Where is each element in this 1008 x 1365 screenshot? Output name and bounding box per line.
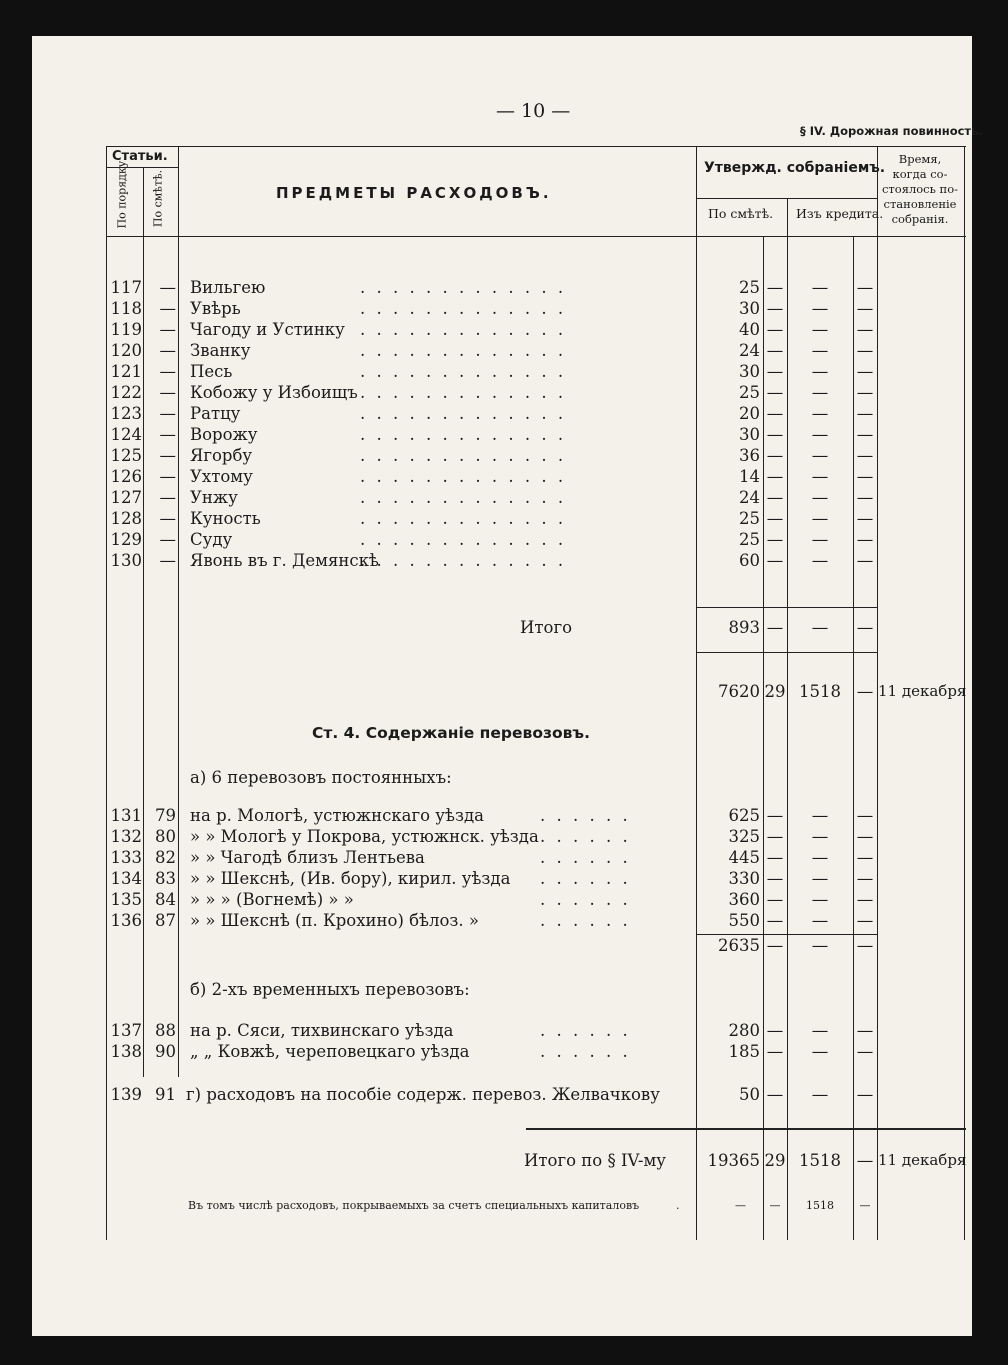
row-credit: —: [811, 299, 829, 318]
row-credit: —: [811, 362, 829, 381]
row-smeta: —: [159, 341, 176, 360]
row-number: 133: [110, 848, 142, 867]
table-row: [0, 529, 1008, 550]
leader-dots: . . . . . .: [540, 911, 631, 930]
header-po-smete: По смѣтѣ.: [708, 206, 774, 221]
row-kopeks: —: [766, 530, 784, 549]
row-credit-kop: —: [856, 869, 874, 888]
header-statyi: Статьи.: [112, 149, 168, 164]
row-credit: —: [811, 1021, 829, 1040]
leader-dots: . . . . . .: [540, 869, 631, 888]
row-name: Песь: [190, 362, 233, 381]
table-row: [0, 319, 1008, 340]
row-smeta: —: [159, 530, 176, 549]
row-name: на р. Мологѣ, устюжнскаго уѣзда: [190, 806, 484, 825]
itogo-final-row: Итого по § IV-му 19365 29 1518 — 11 декабря: [524, 1151, 967, 1170]
row-name: на р. Сяси, тихвинскаго уѣзда: [190, 1021, 454, 1040]
table-row: [0, 826, 1008, 847]
row-credit: —: [811, 509, 829, 528]
row-credit-kop: —: [856, 425, 874, 444]
row-amount: 30: [739, 425, 760, 444]
row-amount: 325: [728, 827, 760, 846]
leader-dots: . . . . . .: [540, 848, 631, 867]
row-amount: 360: [728, 890, 760, 909]
table-row: [0, 466, 1008, 487]
row-number: 134: [110, 869, 142, 888]
table-row: [0, 340, 1008, 361]
row-credit-kop: —: [856, 848, 874, 867]
row-kopeks: —: [766, 446, 784, 465]
row-kopeks: —: [766, 1021, 784, 1040]
row-smeta: —: [159, 320, 176, 339]
table-row: [0, 277, 1008, 298]
row-credit-kop: —: [856, 509, 874, 528]
st4-title: Ст. 4. Содержаніе перевозовъ.: [312, 724, 590, 742]
row-name: Ягорбу: [190, 446, 253, 465]
leader-dots: . . . . . .: [540, 1042, 631, 1061]
row-amount: 20: [739, 404, 760, 423]
row-kopeks: —: [766, 467, 784, 486]
row-credit: —: [811, 827, 829, 846]
row-number: 137: [110, 1021, 142, 1040]
table-row: [0, 298, 1008, 319]
leader-dots: . . . . . . . . . . . . .: [360, 299, 567, 318]
row-credit: —: [811, 488, 829, 507]
row-kopeks: —: [766, 341, 784, 360]
row-name: Чагоду и Устинку: [190, 320, 345, 339]
table-row: [0, 382, 1008, 403]
row-smeta: 82: [155, 848, 176, 867]
total-row-1: 7620 29 1518 — 11 декабря: [718, 682, 967, 701]
row-smeta: 84: [155, 890, 176, 909]
row-credit-kop: —: [856, 362, 874, 381]
row-amount: 25: [739, 509, 760, 528]
row-amount: 60: [739, 551, 760, 570]
row-amount: 185: [728, 1042, 760, 1061]
header-po-poryadku: По порядку.: [115, 157, 129, 229]
row-smeta: —: [159, 509, 176, 528]
row-smeta: 79: [155, 806, 176, 825]
row-kopeks: —: [766, 425, 784, 444]
row-credit: —: [811, 446, 829, 465]
table-row: [0, 1041, 1008, 1062]
page-number: — 10 —: [496, 100, 571, 122]
row-kopeks: —: [766, 404, 784, 423]
leader-dots: . . . . . .: [540, 827, 631, 846]
table-row: [0, 1020, 1008, 1041]
row-kopeks: —: [766, 278, 784, 297]
row-name: Унжу: [190, 488, 238, 507]
row-smeta: 80: [155, 827, 176, 846]
row-credit: —: [811, 467, 829, 486]
row-smeta: —: [159, 383, 176, 402]
row-number: 138: [110, 1042, 142, 1061]
leader-dots: . . . . . . . . . . . . .: [360, 551, 567, 570]
row-smeta: —: [159, 488, 176, 507]
row-smeta: —: [159, 551, 176, 570]
leader-dots: . . . . . . . . . . . . .: [360, 425, 567, 444]
leader-dots: . . . . . . . . . . . . .: [360, 320, 567, 339]
leader-dots: . . . . . .: [540, 890, 631, 909]
row-smeta: —: [159, 299, 176, 318]
row-kopeks: —: [766, 362, 784, 381]
row-amount: 625: [728, 806, 760, 825]
row-credit: —: [811, 320, 829, 339]
header-predmety: ПРЕДМЕТЫ РАСХОДОВЪ.: [276, 184, 552, 202]
row-number: 118: [110, 299, 142, 318]
row-kopeks: —: [766, 890, 784, 909]
row-name: » » Шекснѣ (п. Крохино) бѣлоз. »: [190, 911, 480, 930]
header-utverzhd: Утвержд. собраніемъ.: [704, 160, 886, 176]
table-row: [0, 487, 1008, 508]
row-number: 129: [110, 530, 142, 549]
row-amount: 445: [728, 848, 760, 867]
row-amount: 24: [739, 341, 760, 360]
row-number: 117: [110, 278, 142, 297]
row-kopeks: —: [766, 551, 784, 570]
table-row: [0, 361, 1008, 382]
leader-dots: . . . . . . . . . . . . .: [360, 467, 567, 486]
section-title: § IV. Дорожная повинность.: [800, 124, 983, 138]
row-number: 136: [110, 911, 142, 930]
row-kopeks: —: [766, 827, 784, 846]
row-name: Ухтому: [190, 467, 253, 486]
row-credit-kop: —: [856, 1042, 874, 1061]
leader-dots: . . . . . . . . . . . . .: [360, 509, 567, 528]
row-credit-kop: —: [856, 890, 874, 909]
row-number: 126: [110, 467, 142, 486]
row-name: » » » (Вогнемѣ) » »: [190, 890, 354, 909]
row-credit: —: [811, 551, 829, 570]
table-row: [0, 889, 1008, 910]
row-credit: —: [811, 806, 829, 825]
row-name: Ворожу: [190, 425, 258, 444]
subheading-b: б) 2-хъ временныхъ перевозовъ:: [190, 980, 470, 999]
row-smeta: 88: [155, 1021, 176, 1040]
row-name: » » Шекснѣ, (Ив. бору), кирил. уѣзда: [190, 869, 511, 888]
row-kopeks: —: [766, 911, 784, 930]
leader-dots: . . . . . . . . . . . . .: [360, 341, 567, 360]
row-name: Куность: [190, 509, 261, 528]
row-number: 127: [110, 488, 142, 507]
row-smeta: 83: [155, 869, 176, 888]
row-name: Суду: [190, 530, 233, 549]
leader-dots: . . . . . . . . . . . . .: [360, 383, 567, 402]
row-amount: 14: [739, 467, 760, 486]
row-number: 125: [110, 446, 142, 465]
row-name: » » Мологѣ у Покрова, устюжнск. уѣзда: [190, 827, 539, 846]
row-number: 135: [110, 890, 142, 909]
row-credit: —: [811, 890, 829, 909]
row-kopeks: —: [766, 509, 784, 528]
row-credit-kop: —: [856, 446, 874, 465]
table-row: [0, 847, 1008, 868]
row-credit-kop: —: [856, 806, 874, 825]
row-kopeks: —: [766, 806, 784, 825]
row-number: 122: [110, 383, 142, 402]
row-credit: —: [811, 530, 829, 549]
row-kopeks: —: [766, 848, 784, 867]
leader-dots: . . . . . . . . . . . . .: [360, 446, 567, 465]
row-number: 132: [110, 827, 142, 846]
row-credit: —: [811, 848, 829, 867]
row-smeta: —: [159, 278, 176, 297]
row-name: Кобожу у Избоищъ: [190, 383, 358, 402]
table-row: [0, 805, 1008, 826]
row-smeta: —: [159, 404, 176, 423]
row-amount: 25: [739, 383, 760, 402]
row-credit-kop: —: [856, 530, 874, 549]
row-number: 123: [110, 404, 142, 423]
row-name: Увѣрь: [190, 299, 241, 318]
row-number: 119: [110, 320, 142, 339]
row-name: » » Чагодѣ близъ Лентьева: [190, 848, 425, 867]
row-amount: 280: [728, 1021, 760, 1040]
row-amount: 40: [739, 320, 760, 339]
footnote-row: Въ томъ числѣ расходовъ, покрываемыхъ за счетъ специальныхъ капиталовъ . — — 1518 —: [188, 1199, 871, 1212]
row-credit-kop: —: [856, 320, 874, 339]
row-credit-kop: —: [856, 278, 874, 297]
leader-dots: . . . . . . . . . . . . .: [360, 488, 567, 507]
header-vremya: Время, когда со- стоялось по- становленіе собранія.: [881, 152, 959, 226]
row-smeta: 87: [155, 911, 176, 930]
row-credit-kop: —: [856, 551, 874, 570]
row-smeta: —: [159, 467, 176, 486]
row-kopeks: —: [766, 1042, 784, 1061]
row-number: 120: [110, 341, 142, 360]
sum-row-b: 2635 — — —: [718, 936, 874, 955]
row-amount: 30: [739, 362, 760, 381]
row-smeta: —: [159, 362, 176, 381]
row-smeta: 90: [155, 1042, 176, 1061]
row-amount: 30: [739, 299, 760, 318]
row-kopeks: —: [766, 383, 784, 402]
row-amount: 550: [728, 911, 760, 930]
row-credit-kop: —: [856, 383, 874, 402]
leader-dots: . . . . . .: [540, 1021, 631, 1040]
leader-dots: . . . . . . . . . . . . .: [360, 362, 567, 381]
row-smeta: —: [159, 446, 176, 465]
row-amount: 25: [739, 530, 760, 549]
row-number: 128: [110, 509, 142, 528]
leader-dots: . . . . . . . . . . . . .: [360, 404, 567, 423]
row-credit: —: [811, 383, 829, 402]
row-credit: —: [811, 278, 829, 297]
header-iz-kredita: Изъ кредита.: [796, 206, 884, 221]
itogo-row-1: Итого 893 — — —: [520, 618, 874, 637]
row-name: Явонь въ г. Демянскѣ: [190, 551, 379, 570]
table-row: [0, 403, 1008, 424]
header-po-smete-col: По смѣтѣ.: [151, 169, 165, 228]
row-credit: —: [811, 341, 829, 360]
row-credit-kop: —: [856, 488, 874, 507]
row-number: 121: [110, 362, 142, 381]
row-name: Званку: [190, 341, 251, 360]
table-row: [0, 550, 1008, 571]
subheading-a: а) 6 перевозовъ постоянныхъ:: [190, 768, 452, 787]
row-credit-kop: —: [856, 404, 874, 423]
leader-dots: . . . . . .: [540, 806, 631, 825]
row-name: Ратцу: [190, 404, 241, 423]
row-139: 139 91 г) расходовъ на пособіе содерж. перевоз. Желвачкову 50 — — —: [110, 1085, 874, 1104]
row-kopeks: —: [766, 869, 784, 888]
table-row: [0, 868, 1008, 889]
row-amount: 330: [728, 869, 760, 888]
row-amount: 36: [739, 446, 760, 465]
row-credit-kop: —: [856, 467, 874, 486]
row-name: „ „ Ковжѣ, череповецкаго уѣзда: [190, 1042, 470, 1061]
row-credit: —: [811, 1042, 829, 1061]
row-credit-kop: —: [856, 911, 874, 930]
table-row: [0, 508, 1008, 529]
table-row: [0, 424, 1008, 445]
row-number: 124: [110, 425, 142, 444]
row-kopeks: —: [766, 320, 784, 339]
row-credit-kop: —: [856, 341, 874, 360]
row-smeta: —: [159, 425, 176, 444]
row-credit-kop: —: [856, 827, 874, 846]
row-name: Вильгею: [190, 278, 266, 297]
row-amount: 24: [739, 488, 760, 507]
row-kopeks: —: [766, 299, 784, 318]
row-credit: —: [811, 911, 829, 930]
row-credit-kop: —: [856, 299, 874, 318]
row-number: 131: [110, 806, 142, 825]
table-row: [0, 910, 1008, 931]
row-credit: —: [811, 425, 829, 444]
row-credit: —: [811, 404, 829, 423]
leader-dots: . . . . . . . . . . . . .: [360, 278, 567, 297]
row-number: 130: [110, 551, 142, 570]
row-credit-kop: —: [856, 1021, 874, 1040]
table-row: [0, 445, 1008, 466]
row-kopeks: —: [766, 488, 784, 507]
leader-dots: . . . . . . . . . . . . .: [360, 530, 567, 549]
row-amount: 25: [739, 278, 760, 297]
row-credit: —: [811, 869, 829, 888]
